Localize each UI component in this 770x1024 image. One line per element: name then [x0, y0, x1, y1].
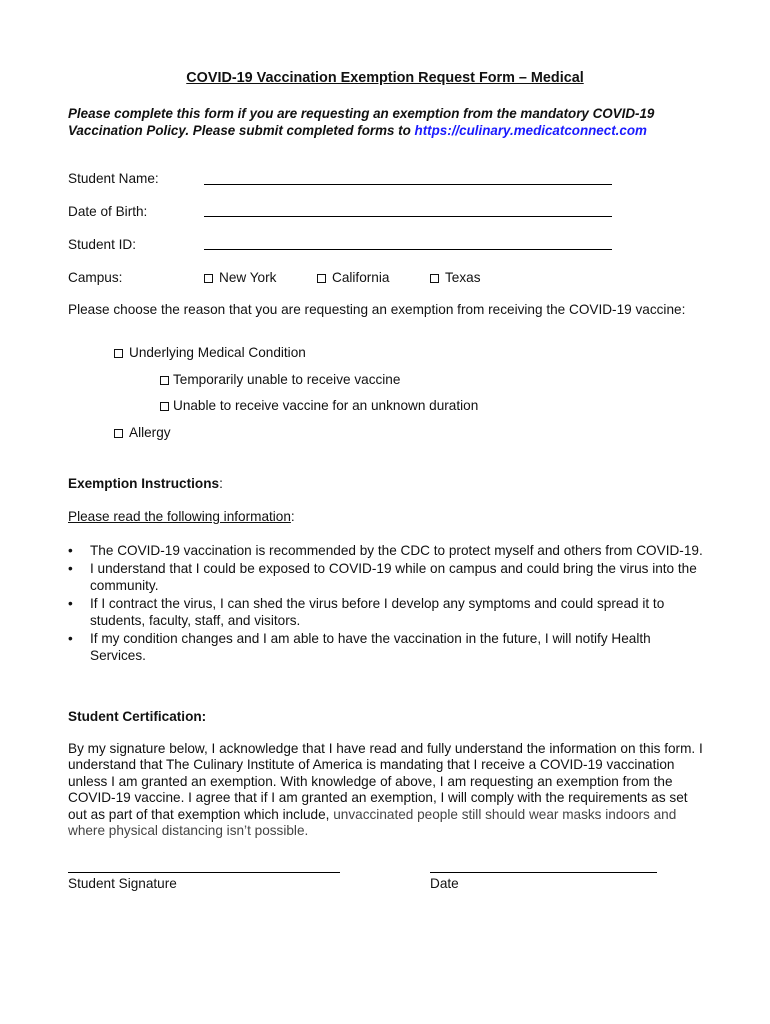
- date-of-birth-label: Date of Birth:: [68, 204, 148, 219]
- student-signature-label: Student Signature: [68, 876, 177, 891]
- certification-heading: Student Certification:: [68, 709, 207, 724]
- reason-label: Underlying Medical Condition: [129, 345, 306, 360]
- certification-text: [68, 741, 708, 839]
- read-following-colon: :: [290, 509, 295, 524]
- checkbox-icon[interactable]: [204, 274, 213, 283]
- date-of-birth-field[interactable]: [204, 216, 612, 217]
- checkbox-icon[interactable]: [160, 402, 169, 411]
- certification-body: By my signature below, I acknowledge that I have read and fully understand the information on this form. I understand that The Culinary Institute of America is mandating that I receive a COVID-19 vaccination unless I am granted an exemption. With knowledge of above, I am requesting an exemption from the COVID-19 vaccine. I agree that if I am granted an exemption, I will comply with the requirements as set out as part of that exemption which include,: [68, 741, 703, 822]
- campus-option-texas[interactable]: [430, 270, 481, 286]
- reason-label: Unable to receive vaccine for an unknown duration: [173, 398, 479, 413]
- checkbox-icon[interactable]: [430, 274, 439, 283]
- date-label: Date: [430, 876, 459, 891]
- list-item: [68, 595, 708, 629]
- bullet-icon: •: [68, 596, 73, 611]
- checkbox-icon[interactable]: [160, 376, 169, 385]
- student-signature-field[interactable]: [68, 872, 340, 873]
- list-item-text: The COVID-19 vaccination is recommended by the CDC to protect myself and others from COVID-19.: [90, 543, 703, 558]
- list-item: [68, 560, 708, 594]
- campus-option-california[interactable]: [317, 270, 389, 286]
- list-item: [68, 542, 708, 559]
- list-item-text: I understand that I could be exposed to COVID-19 while on campus and could bring the virus into the community.: [90, 561, 697, 593]
- form-title: COVID-19 Vaccination Exemption Request Form – Medical: [186, 70, 584, 86]
- date-field[interactable]: [430, 872, 657, 873]
- student-name-label: Student Name:: [68, 171, 159, 186]
- bullet-icon: •: [68, 631, 73, 646]
- instructions-heading-colon: :: [219, 476, 223, 491]
- reason-prompt: Please choose the reason that you are requesting an exemption from receiving the COVID-19 vaccine:: [68, 302, 686, 317]
- reason-temporarily-unable[interactable]: [160, 372, 400, 388]
- submission-link[interactable]: https://culinary.medicatconnect.com: [414, 123, 647, 138]
- instructions-heading: [68, 476, 223, 492]
- reason-label: Temporarily unable to receive vaccine: [173, 372, 401, 387]
- read-following-text: Please read the following information: [68, 509, 291, 524]
- reason-label: Allergy: [129, 425, 171, 440]
- reason-unknown-duration[interactable]: [160, 398, 478, 414]
- intro-text: [68, 105, 718, 139]
- checkbox-icon[interactable]: [317, 274, 326, 283]
- campus-option-label: New York: [219, 270, 277, 285]
- checkbox-icon[interactable]: [114, 349, 123, 358]
- bullet-icon: •: [68, 561, 73, 576]
- campus-option-new-york[interactable]: [204, 270, 276, 286]
- student-id-field[interactable]: [204, 249, 612, 250]
- checkbox-icon[interactable]: [114, 429, 123, 438]
- read-following-label: [68, 509, 295, 525]
- campus-option-label: Texas: [445, 270, 481, 285]
- instructions-list: [68, 542, 708, 665]
- list-item-text: If I contract the virus, I can shed the virus before I develop any symptoms and could spread it to students, faculty, staff, and visitors.: [90, 596, 665, 628]
- list-item: [68, 630, 708, 664]
- campus-label: Campus:: [68, 270, 123, 285]
- reason-underlying-medical-condition[interactable]: [114, 345, 306, 361]
- bullet-icon: •: [68, 543, 73, 558]
- instructions-heading-text: Exemption Instructions: [68, 476, 220, 491]
- certification-tail: unvaccinated people still should wear masks indoors and where physical distancing isn’t possible.: [68, 806, 677, 839]
- list-item-text: If my condition changes and I am able to have the vaccination in the future, I will notify Health Services.: [90, 631, 651, 663]
- student-id-label: Student ID:: [68, 237, 137, 252]
- campus-option-label: California: [332, 270, 390, 285]
- intro-body: Please complete this form if you are requesting an exemption from the mandatory COVID-19 Vaccination Policy. Please submit completed forms to: [68, 106, 655, 138]
- student-name-field[interactable]: [204, 184, 612, 185]
- reason-allergy[interactable]: [114, 425, 171, 441]
